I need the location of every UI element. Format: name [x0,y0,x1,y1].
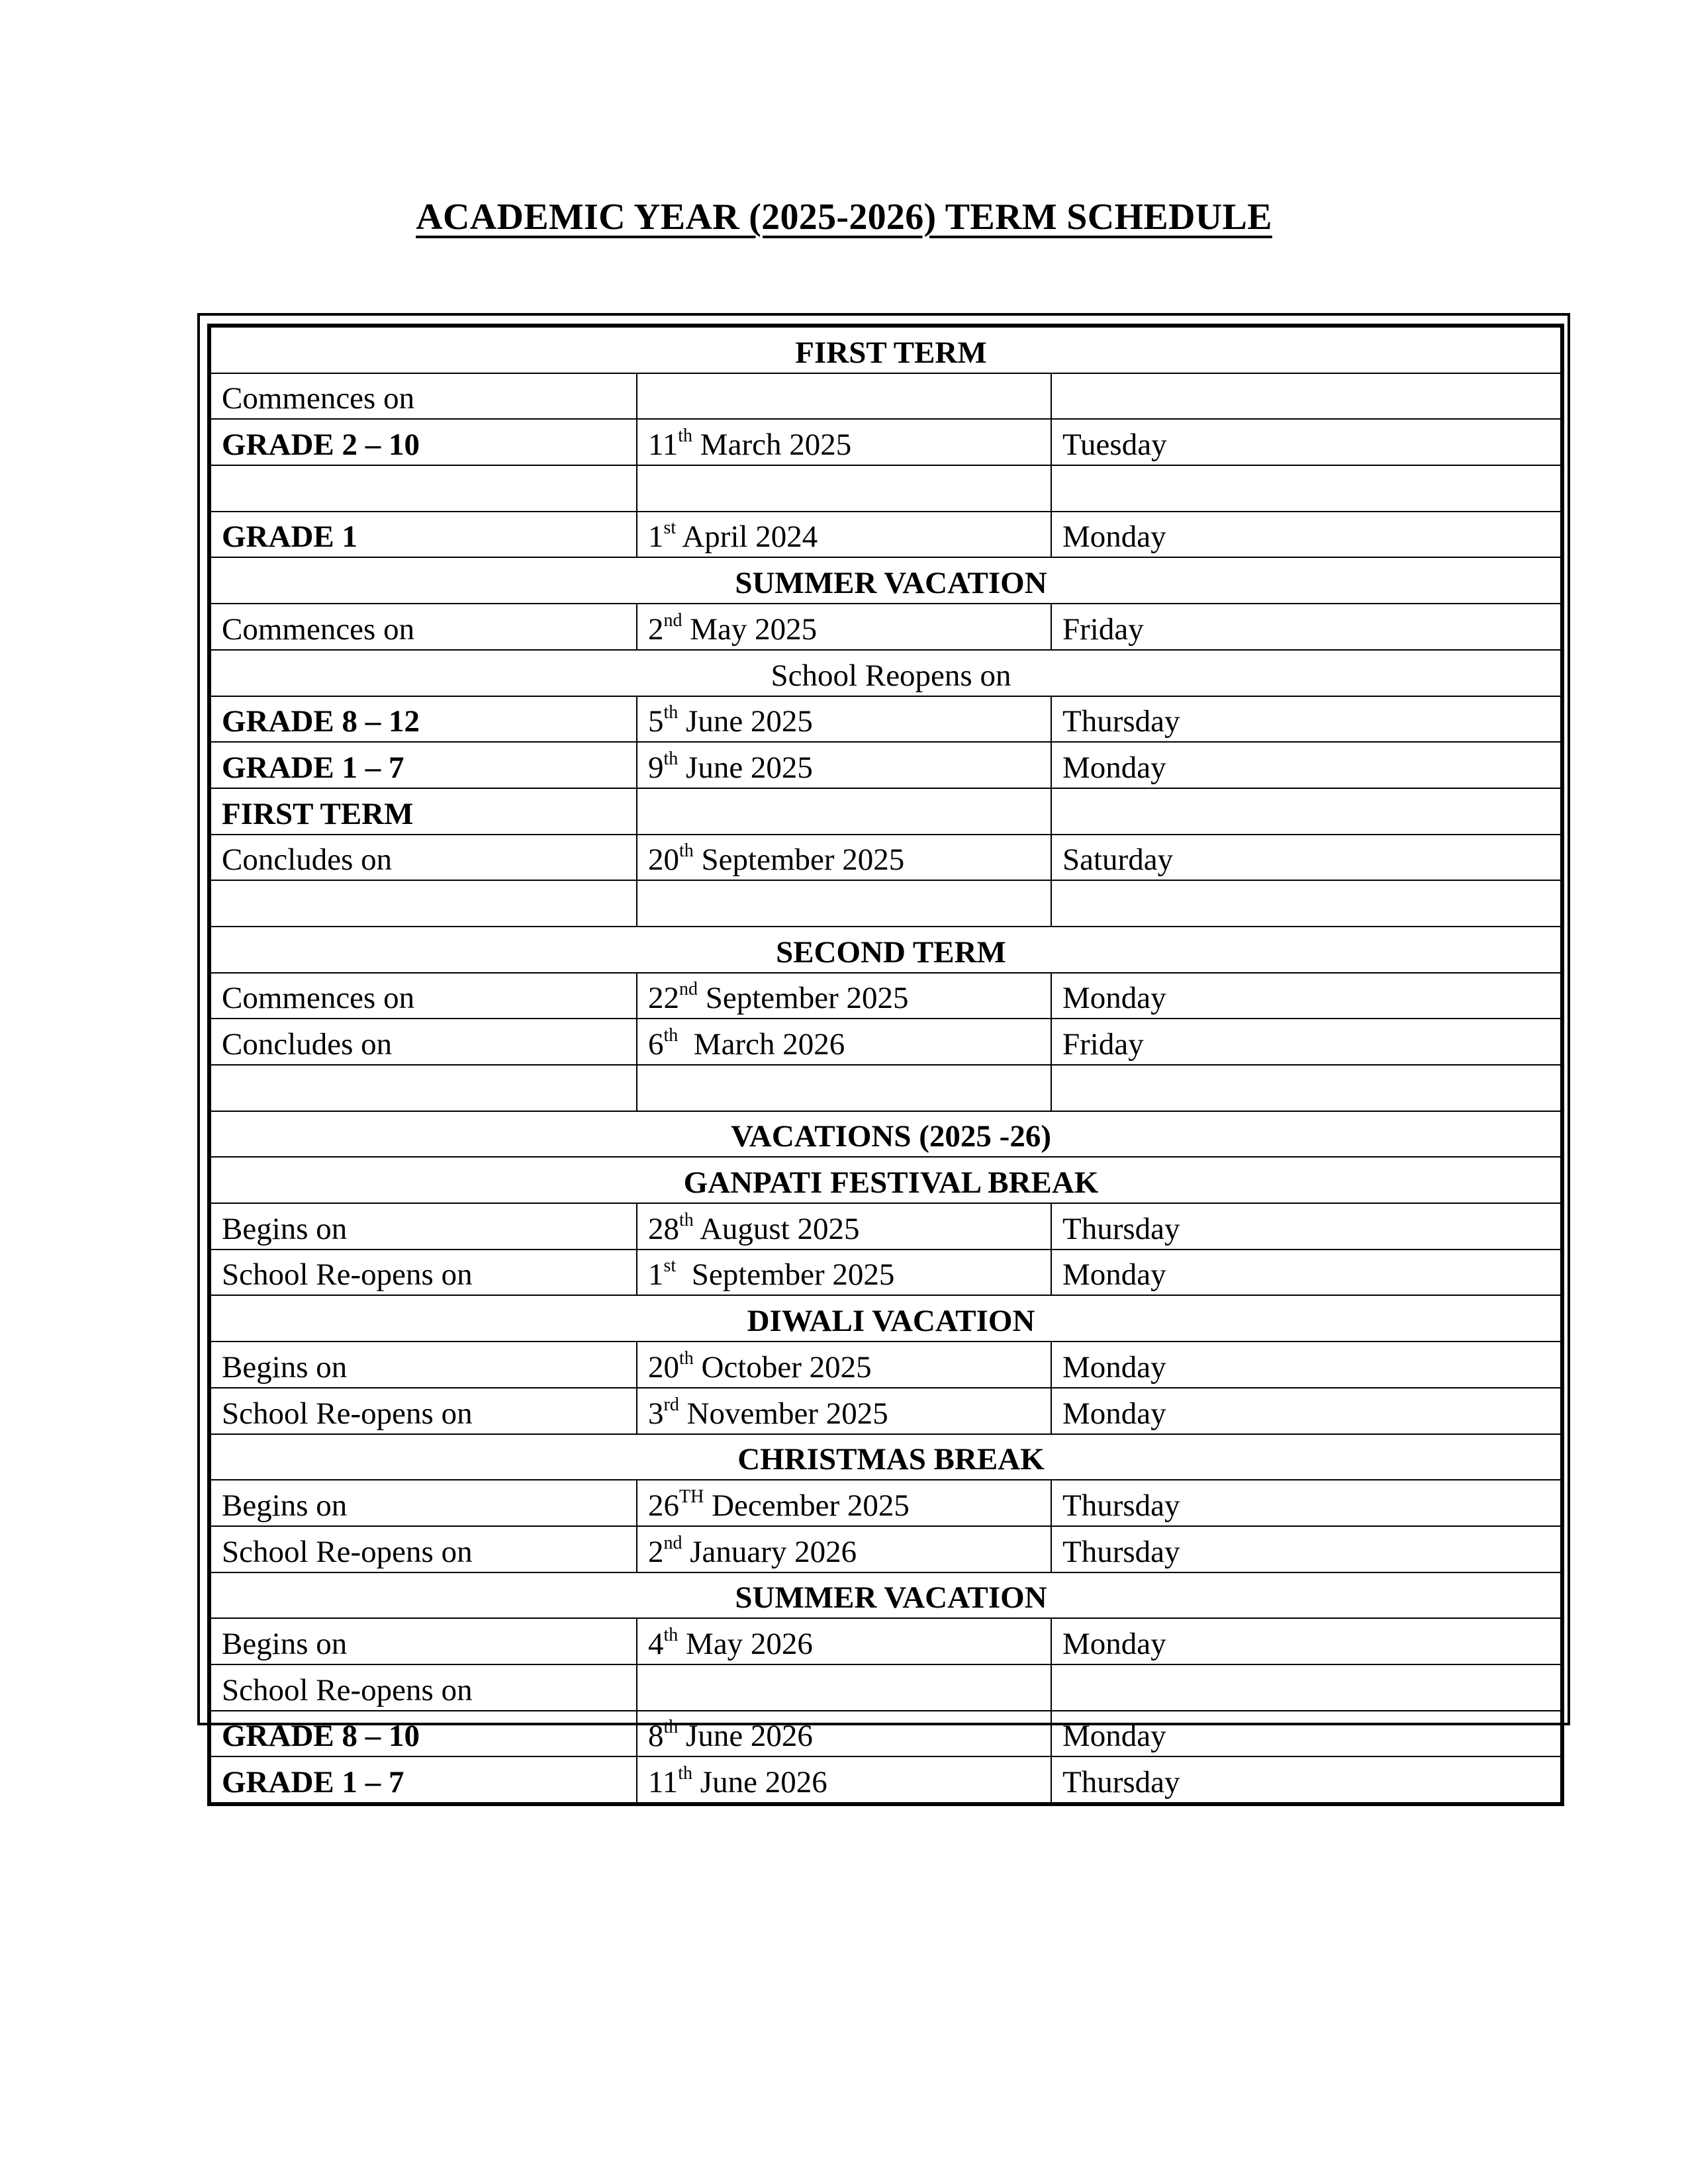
date-month-year: June 2026 [692,1765,827,1799]
event-label-cell: GRADE 1 – 7 [209,1756,637,1804]
section-heading: SUMMER VACATION [209,557,1562,604]
section-heading: SECOND TERM [209,927,1562,973]
date-cell [637,1664,1051,1711]
date-month-year: April 2024 [676,520,818,555]
date-month-year: January 2026 [682,1534,857,1569]
date-cell [637,1065,1051,1111]
event-label-cell: GRADE 2 – 10 [209,419,637,465]
date-month-year: December 2025 [704,1488,910,1523]
date-ordinal-suffix: st [663,1255,677,1277]
date-cell [637,1480,1051,1526]
date-cell [637,1342,1051,1388]
date-cell [637,880,1051,927]
date-cell [637,1019,1051,1065]
date-cell [637,742,1051,788]
date-ordinal-suffix: th [663,1025,679,1046]
weekday-cell: Monday [1051,1342,1562,1388]
weekday-cell: Friday [1051,604,1562,650]
table-row [209,1618,1562,1664]
weekday-cell: Monday [1051,742,1562,788]
date-cell [637,512,1051,558]
date-day: 6 [648,1027,664,1062]
date-ordinal-suffix: nd [663,610,682,631]
date-day: 1 [648,1257,664,1293]
page-title: ACADEMIC YEAR (2025-2026) TERM SCHEDULE [416,197,1272,238]
section-heading: FIRST TERM [209,326,1562,373]
event-label-cell: Begins on [209,1618,637,1664]
table-row [209,1388,1562,1434]
weekday-cell [1051,788,1562,835]
date-cell [637,1618,1051,1664]
event-label-cell [209,1065,637,1111]
event-label-cell: Concludes on [209,1019,637,1065]
date-ordinal-suffix: th [678,426,693,447]
date-day: 3 [648,1396,664,1431]
weekday-cell: Thursday [1051,1526,1562,1572]
event-label-cell: School Re-opens on [209,1526,637,1572]
weekday-cell: Monday [1051,973,1562,1019]
event-label-cell [209,465,637,512]
date-day: 2 [648,612,664,647]
date-cell [637,1526,1051,1572]
date-cell [637,465,1051,512]
date-day: 20 [648,842,679,878]
date-day: 20 [648,1349,679,1385]
date-cell [637,1711,1051,1757]
weekday-cell: Thursday [1051,1480,1562,1526]
date-cell [637,788,1051,835]
event-label-cell: GRADE 1 [209,512,637,558]
table-row [209,973,1562,1019]
date-ordinal-suffix: th [678,1763,693,1784]
table-row [209,835,1562,881]
section-heading: CHRISTMAS BREAK [209,1434,1562,1480]
date-ordinal-suffix: nd [679,979,698,1000]
table-row [209,880,1562,927]
date-month-year: March 2025 [692,428,852,463]
date-cell [637,1203,1051,1250]
date-cell [637,1250,1051,1296]
date-cell [637,1388,1051,1434]
section-header-row [209,1434,1562,1480]
section-heading: VACATIONS (2025 -26) [209,1111,1562,1158]
date-day: 28 [648,1211,679,1246]
section-header-row [209,326,1562,373]
schedule-body [209,326,1562,1804]
section-header-row [209,1295,1562,1342]
section-header-row [209,1157,1562,1203]
date-month-year: September 2025 [676,1257,895,1293]
table-row [209,373,1562,420]
table-row [209,1756,1562,1804]
section-header-row [209,1111,1562,1158]
date-cell [637,373,1051,420]
date-cell [637,1756,1051,1804]
section-heading: SUMMER VACATION [209,1572,1562,1619]
table-row [209,696,1562,743]
table-row [209,1019,1562,1065]
weekday-cell: Friday [1051,1019,1562,1065]
date-month-year: June 2026 [678,1719,813,1754]
date-day: 11 [648,1765,679,1799]
date-day: 8 [648,1719,664,1754]
date-ordinal-suffix: th [663,702,679,723]
weekday-cell: Monday [1051,1711,1562,1757]
date-month-year: June 2025 [678,750,813,785]
date-ordinal-suffix: nd [663,1532,682,1553]
weekday-cell [1051,373,1562,420]
section-header-row [209,557,1562,604]
date-day: 11 [648,428,679,463]
table-row [209,1203,1562,1250]
weekday-cell [1051,880,1562,927]
date-month-year: September 2025 [693,842,905,878]
term-schedule-table [207,324,1564,1806]
weekday-cell: Thursday [1051,696,1562,743]
section-subheader-row [209,650,1562,696]
event-label-cell: Commences on [209,604,637,650]
table-row [209,1342,1562,1388]
date-ordinal-suffix: th [679,1347,694,1369]
weekday-cell: Monday [1051,512,1562,558]
date-cell [637,696,1051,743]
date-day: 9 [648,750,664,785]
event-label-cell: School Re-opens on [209,1388,637,1434]
date-month-year: September 2025 [698,981,909,1016]
weekday-cell: Thursday [1051,1203,1562,1250]
event-label-cell: Begins on [209,1480,637,1526]
event-label-cell: Commences on [209,973,637,1019]
date-cell [637,604,1051,650]
event-label-cell: Commences on [209,373,637,420]
weekday-cell: Tuesday [1051,419,1562,465]
date-month-year: June 2025 [678,704,813,739]
event-label-cell: School Re-opens on [209,1250,637,1296]
date-month-year: November 2025 [679,1396,888,1431]
date-day: 5 [648,704,664,739]
date-day: 4 [648,1626,664,1661]
event-label-cell: GRADE 8 – 10 [209,1711,637,1757]
table-row [209,1711,1562,1757]
event-label-cell [209,880,637,927]
date-month-year: March 2026 [678,1027,845,1062]
weekday-cell [1051,1065,1562,1111]
date-ordinal-suffix: st [663,518,677,539]
section-heading: GANPATI FESTIVAL BREAK [209,1157,1562,1203]
event-label-cell: School Re-opens on [209,1664,637,1711]
date-cell [637,419,1051,465]
date-month-year: October 2025 [693,1349,872,1385]
table-row [209,1250,1562,1296]
event-label-cell: GRADE 8 – 12 [209,696,637,743]
weekday-cell: Thursday [1051,1756,1562,1804]
table-row [209,512,1562,558]
table-row [209,1480,1562,1526]
weekday-cell: Monday [1051,1250,1562,1296]
date-month-year: May 2026 [678,1626,813,1661]
table-row [209,1526,1562,1572]
date-ordinal-suffix: th [663,1717,679,1738]
weekday-cell: Monday [1051,1618,1562,1664]
section-header-row [209,927,1562,973]
date-cell [637,973,1051,1019]
date-month-year: May 2025 [682,612,818,647]
date-ordinal-suffix: th [663,1624,679,1645]
date-ordinal-suffix: rd [663,1394,679,1415]
table-row [209,742,1562,788]
event-label-cell: Begins on [209,1342,637,1388]
weekday-cell [1051,465,1562,512]
table-row [209,1065,1562,1111]
date-ordinal-suffix: th [679,1209,694,1230]
date-ordinal-suffix: th [679,841,694,862]
date-day: 1 [648,520,664,555]
section-heading: DIWALI VACATION [209,1295,1562,1342]
table-row [209,788,1562,835]
date-day: 26 [648,1488,679,1523]
table-row [209,465,1562,512]
weekday-cell: Monday [1051,1388,1562,1434]
event-label-cell: GRADE 1 – 7 [209,742,637,788]
date-ordinal-suffix: TH [679,1486,704,1507]
date-day: 22 [648,981,679,1016]
date-day: 2 [648,1534,664,1569]
event-label-cell: Begins on [209,1203,637,1250]
weekday-cell [1051,1664,1562,1711]
date-month-year: August 2025 [693,1211,860,1246]
section-header-row [209,1572,1562,1619]
section-subheading: School Reopens on [209,650,1562,696]
date-ordinal-suffix: th [663,748,679,769]
date-cell [637,835,1051,881]
event-label-cell: Concludes on [209,835,637,881]
table-row [209,604,1562,650]
table-row [209,419,1562,465]
event-label-cell: FIRST TERM [209,788,637,835]
table-row [209,1664,1562,1711]
weekday-cell: Saturday [1051,835,1562,881]
